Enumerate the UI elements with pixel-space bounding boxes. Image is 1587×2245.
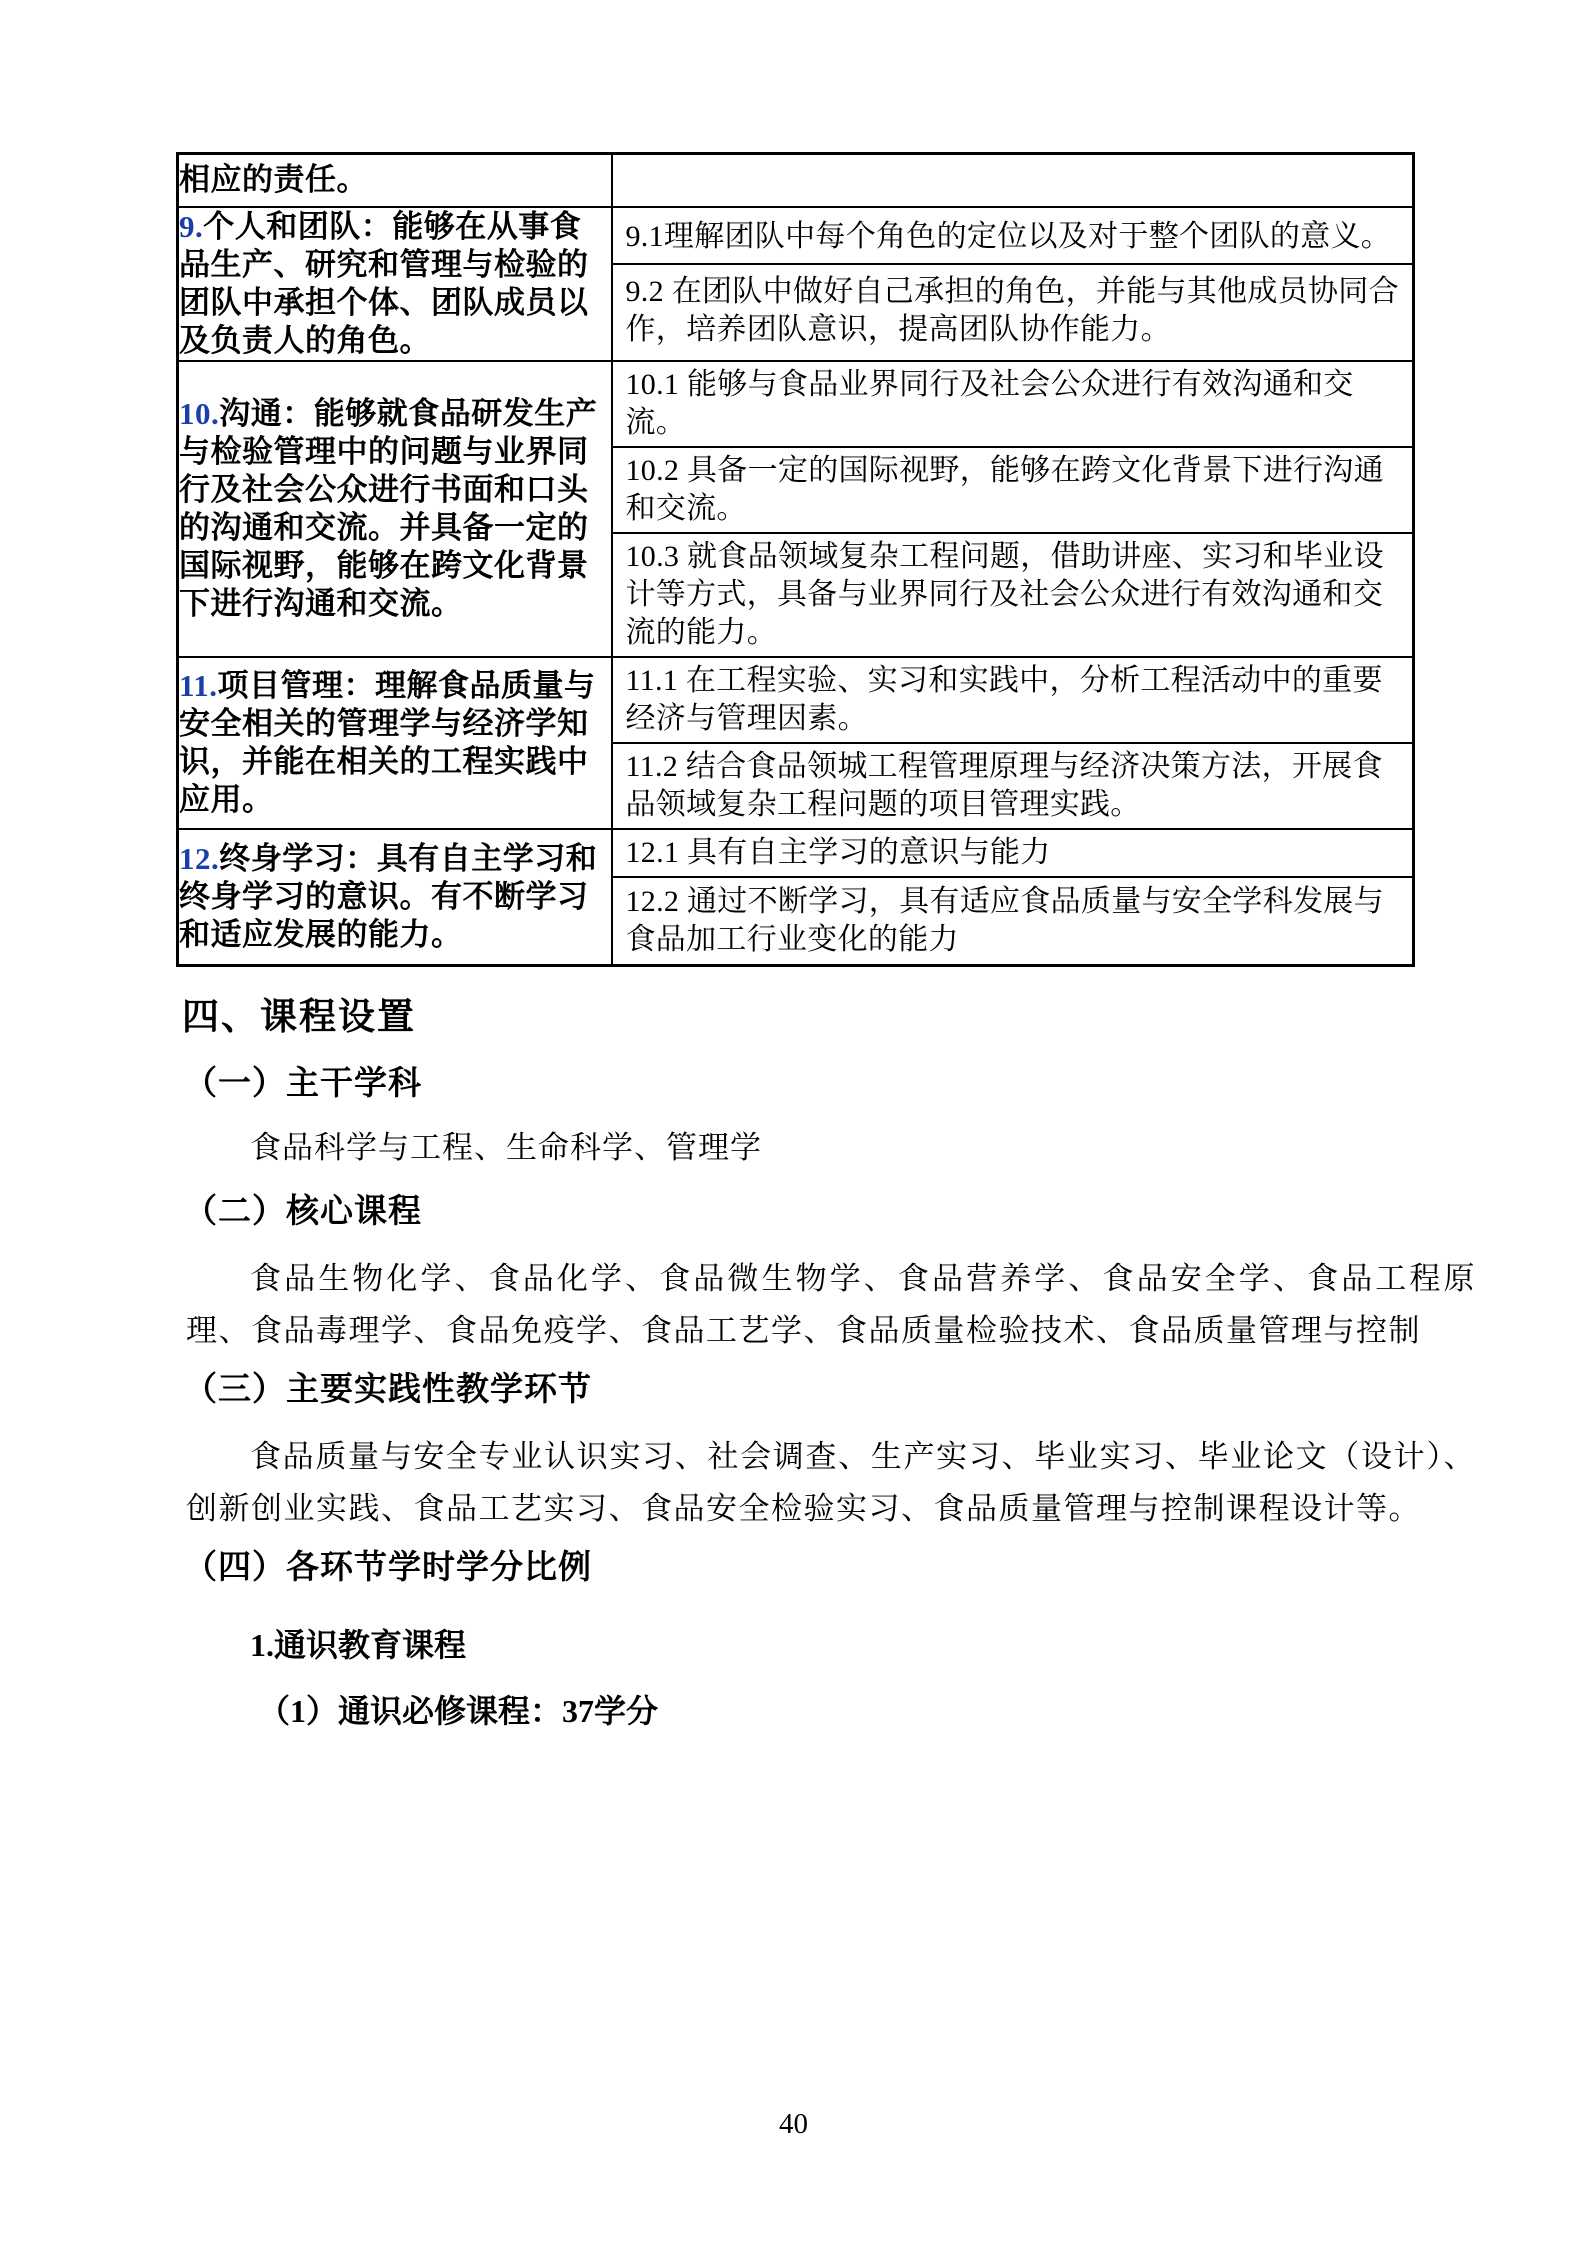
requirement-number: 12. bbox=[179, 840, 220, 876]
indicator-cell-11 bbox=[612, 657, 1414, 829]
core-courses-text: 食品生物化学、食品化学、食品微生物学、食品营养学、食品安全学、食品工程原理、食品毒理学、食品免疫学、食品工艺学、食品质量检验技术、食品质量管理与控制 bbox=[186, 1260, 1476, 1348]
requirement-text: 相应的责任。 bbox=[179, 162, 368, 198]
indicator-12-1: 12.1 具有自主学习的意识与能力 bbox=[613, 830, 1413, 878]
subsection-title-practice-teaching: （三）主要实践性教学环节 bbox=[184, 1371, 592, 1408]
indicator-empty bbox=[613, 156, 1413, 205]
indicator-11-1: 11.1 在工程实验、实习和实践中，分析工程活动中的重要经济与管理因素。 bbox=[613, 658, 1413, 744]
requirement-number: 9. bbox=[179, 208, 204, 244]
table-row bbox=[178, 829, 1414, 966]
indicator-9-1: 9.1理解团队中每个角色的定位以及对于整个团队的意义。 bbox=[613, 211, 1413, 265]
general-education-courses-heading: 1.通识教育课程 bbox=[250, 1626, 467, 1663]
page-number: 40 bbox=[779, 2108, 808, 2140]
indicator-10-1: 10.1 能够与食品业界同行及社会公众进行有效沟通和交流。 bbox=[613, 362, 1413, 448]
requirement-cell-9 bbox=[178, 207, 612, 361]
subsection-title-core-courses: （二）核心课程 bbox=[184, 1193, 422, 1230]
requirement-cell-11 bbox=[178, 657, 612, 829]
table-row bbox=[178, 361, 1414, 657]
graduation-requirements-table bbox=[176, 152, 1415, 967]
indicator-cell-9 bbox=[612, 207, 1414, 361]
requirement-text: 个人和团队：能够在从事食品生产、研究和管理与检验的团队中承担个体、团队成员以及负责人的角色。 bbox=[179, 208, 589, 358]
indicator-11-2: 11.2 结合食品领城工程管理原理与经济决策方法，开展食品领域复杂工程问题的项目管理实践。 bbox=[625, 749, 1383, 821]
requirement-text: 项目管理：理解食品质量与安全相关的管理学与经济学知识，并能在相关的工程实践中应用。 bbox=[179, 667, 596, 817]
table-row bbox=[178, 657, 1414, 829]
indicator-cell-12 bbox=[612, 829, 1414, 966]
requirement-text: 终身学习：具有自主学习和终身学习的意识。有不断学习和适应发展的能力。 bbox=[179, 840, 598, 952]
indicator-12-2: 12.2 通过不断学习，具有适应食品质量与安全学科发展与食品加工行业变化的能力 bbox=[625, 884, 1384, 956]
indicator-9-2: 9.2 在团队中做好自己承担的角色，并能与其他成员协同合作，培养团队意识，提高团队协作能力。 bbox=[625, 274, 1399, 346]
indicator-10-3: 10.3 就食品领域复杂工程问题，借助讲座、实习和毕业设计等方式，具备与业界同行及社会公众进行有效沟通和交流的能力。 bbox=[625, 539, 1384, 649]
general-required-courses-credits: （1）通识必修课程：37学分 bbox=[258, 1692, 659, 1729]
section-heading-course-setup: 四、课程设置 bbox=[182, 996, 416, 1038]
requirement-text: 沟通：能够就食品研发生产与检验管理中的问题与业界同行及社会公众进行书面和口头的沟通和交流。并具备一定的国际视野，能够在跨文化背景下进行沟通和交流。 bbox=[179, 395, 598, 621]
requirement-cell-10 bbox=[178, 361, 612, 657]
indicator-10-2: 10.2 具备一定的国际视野，能够在跨文化背景下进行沟通和交流。 bbox=[613, 448, 1413, 534]
indicator-cell-10 bbox=[612, 361, 1414, 657]
requirement-number: 11. bbox=[179, 667, 218, 703]
table-row bbox=[178, 207, 1414, 361]
requirement-number: 10. bbox=[179, 395, 220, 431]
practice-teaching-text: 食品质量与安全专业认识实习、社会调查、生产实习、毕业实习、毕业论文（设计）、创新创业实践、食品工艺实习、食品安全检验实习、食品质量管理与控制课程设计等。 bbox=[186, 1438, 1476, 1526]
subsection-title-credit-ratio: （四）各环节学时学分比例 bbox=[184, 1549, 592, 1586]
subsection-title-main-disciplines: （一）主干学科 bbox=[184, 1065, 422, 1102]
requirement-cell-12 bbox=[178, 829, 612, 966]
indicator-cell-empty bbox=[612, 154, 1414, 207]
requirement-cell-continued bbox=[178, 154, 612, 207]
main-disciplines-text: 食品科学与工程、生命科学、管理学 bbox=[250, 1129, 762, 1165]
table-row bbox=[178, 154, 1414, 207]
